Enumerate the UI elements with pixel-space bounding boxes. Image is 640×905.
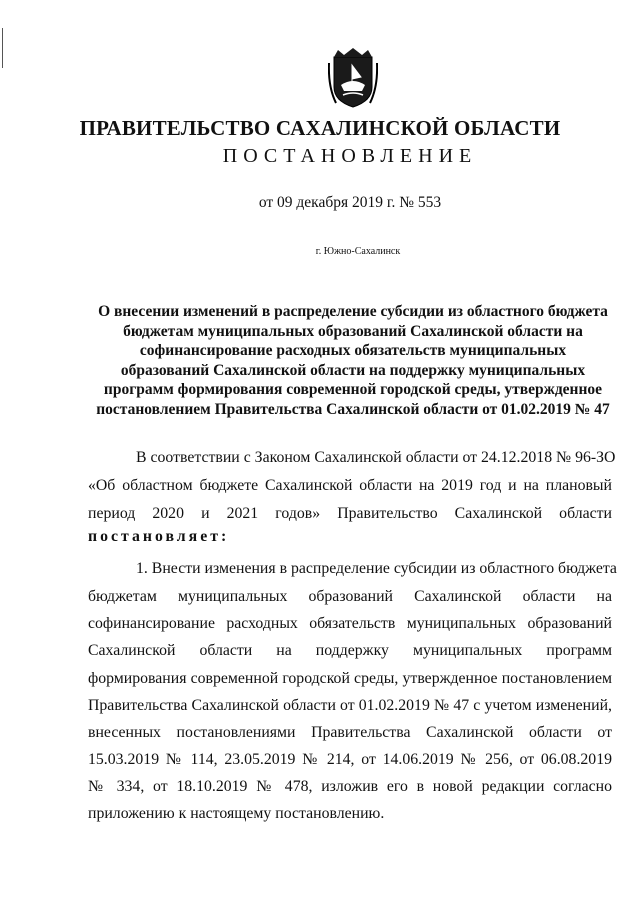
resolves-word: постановляет:	[88, 528, 230, 545]
item-line: формирования современной городской среды, утвержденное постановлением	[88, 670, 612, 687]
item-line: № 334, от 18.10.2019 № 478, изложив его в новой редакции согласно	[88, 778, 612, 795]
item-line: внесенных постановлениями Правительства Сахалинской области от	[88, 724, 612, 741]
document-subject	[88, 302, 618, 419]
subject-line: софинансирование расходных обязательств муниципальных	[139, 342, 567, 359]
item-line: 15.03.2019 № 114, 23.05.2019 № 214, от 14.06.2019 № 256, от 06.08.2019	[88, 751, 612, 768]
preamble-line: В соответствии с Законом Сахалинской области от 24.12.2018 № 96-ЗО	[136, 449, 616, 466]
item-line: Правительства Сахалинской области от 01.02.2019 № 47 с учетом изменений,	[88, 697, 612, 714]
document-type: ПОСТАНОВЛЕНИЕ	[222, 145, 478, 167]
subject-line: образований Сахалинской области на поддержку муниципальных	[120, 361, 586, 379]
government-title: ПРАВИТЕЛЬСТВО САХАЛИНСКОЙ ОБЛАСТИ	[79, 116, 561, 140]
item-line: Сахалинской области на поддержку муниципальных программ	[88, 642, 612, 659]
subject-line: программ формирования современной городской среды, утвержденное	[103, 381, 603, 398]
date-number: от 09 декабря 2019 г. № 553	[258, 194, 442, 211]
preamble-line: период 2020 и 2021 годов» Правительство Сахалинской области	[88, 505, 612, 522]
scan-edge-mark	[2, 28, 3, 68]
preamble-line: «Об областном бюджете Сахалинской области на 2019 год и на плановый	[88, 477, 612, 494]
subject-line: постановлением Правительства Сахалинской области от 01.02.2019 № 47	[96, 400, 610, 418]
subject-line: О внесении изменений в распределение субсидии из областного бюджета	[98, 303, 608, 320]
item-line: 1. Внести изменения в распределение субсидии из областного бюджета	[136, 560, 617, 577]
sakhalin-coat-of-arms-icon	[328, 47, 378, 111]
item-line: софинансирование расходных обязательств муниципальных образований	[88, 615, 612, 632]
city: г. Южно-Сахалинск	[315, 246, 401, 257]
item-line: бюджетам муниципальных образований Сахалинской области на	[88, 588, 612, 605]
subject-line: бюджетам муниципальных образований Сахалинской области на	[123, 322, 583, 340]
item-line: приложению к настоящему постановлению.	[88, 805, 385, 822]
